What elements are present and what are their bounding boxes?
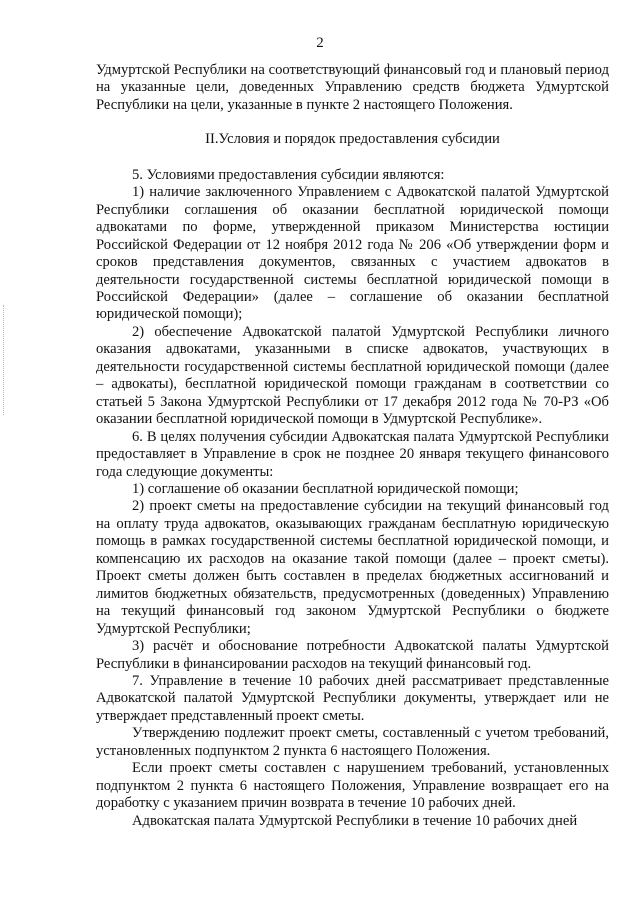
paragraph-6-2: 2) проект сметы на предоставление субсидии на текущий финансовый год на оплату труда адвокатов, оказывающих гражданам бесплатную юридическую помощь в рамках государственной системы бесплатной юридической помощи, и компенсацию их расходов на оказание такой помощи (далее – проект сметы). Проект сметы должен быть составлен в пределах бюджетных ассигнований и лимитов бюджетных обязательств, предусмотренных (доведенных) Управлению на текущий финансовый год законом Удмуртской Республики о бюджете Удмуртской Республики; — [96, 498, 609, 637]
paragraph-6-3: 3) расчёт и обоснование потребности Адвокатской палаты Удмуртской Республики в финансировании расходов на текущий финансовый год. — [96, 638, 609, 672]
paragraph-6: 6. В целях получения субсидии Адвокатская палата Удмуртской Республики предоставляет в Управление в срок не позднее 20 января текущего финансового года следующие документы: — [96, 428, 609, 480]
document-body — [96, 62, 609, 830]
section-heading: II.Условия и порядок предоставления субсидии — [205, 131, 500, 148]
page-number: 2 — [316, 35, 324, 51]
paragraph-approval: Утверждению подлежит проект сметы, составленный с учетом требований, установленных подпунктом 2 пункта 6 настоящего Положения. — [96, 725, 609, 759]
paragraph-5-1: 1) наличие заключенного Управлением с Адвокатской палатой Удмуртской Республики соглашения об оказании бесплатной юридической помощи адвокатами по форме, утвержденной приказом Министерства юстиции Российской Федерации от 12 ноября 2012 года № 206 «Об утверждении форм и сроков представления документов, связанных с участием адвокатов в деятельности государственной системы бесплатной юридической помощи в Российской Федерации» (далее – соглашение об оказании бесплатной юридической помощи); — [96, 184, 609, 323]
paragraph-return: Если проект сметы составлен с нарушением требований, установленных подпунктом 2 пункта 6 настоящего Положения, Управление возвращает его на доработку с указанием причин возврата в течение 10 рабочих дней. — [96, 760, 609, 812]
margin-scan-mark — [3, 305, 5, 415]
paragraph-5-2: 2) обеспечение Адвокатской палатой Удмуртской Республики личного оказания адвокатами, указанными в списке адвокатов, участвующих в деятельности государственной системы бесплатной юридической помощи (далее – адвокаты), бесплатной юридической помощи гражданам в соответствии со статьей 5 Закона Удмуртской Республики от 17 декабря 2012 года № 70-РЗ «Об оказании бесплатной юридической помощи в Удмуртской Республике». — [96, 323, 609, 428]
paragraph-7: 7. Управление в течение 10 рабочих дней рассматривает представленные Адвокатской палатой Удмуртской Республики документы, утверждает или не утверждает представленный проект сметы. — [96, 672, 609, 724]
paragraph-continuation: Адвокатская палата Удмуртской Республики в течение 10 рабочих дней — [132, 812, 578, 829]
paragraph-6-1: 1) соглашение об оказании бесплатной юридической помощи; — [132, 480, 519, 497]
paragraph-5: 5. Условиями предоставления субсидии являются: — [132, 166, 445, 183]
intro-paragraph: Удмуртской Республики на соответствующий финансовый год и плановый период на указанные цели, доведенных Управлению средств бюджета Удмуртской Республики на цели, указанные в пункте 2 настоящего Положения. — [96, 62, 609, 113]
